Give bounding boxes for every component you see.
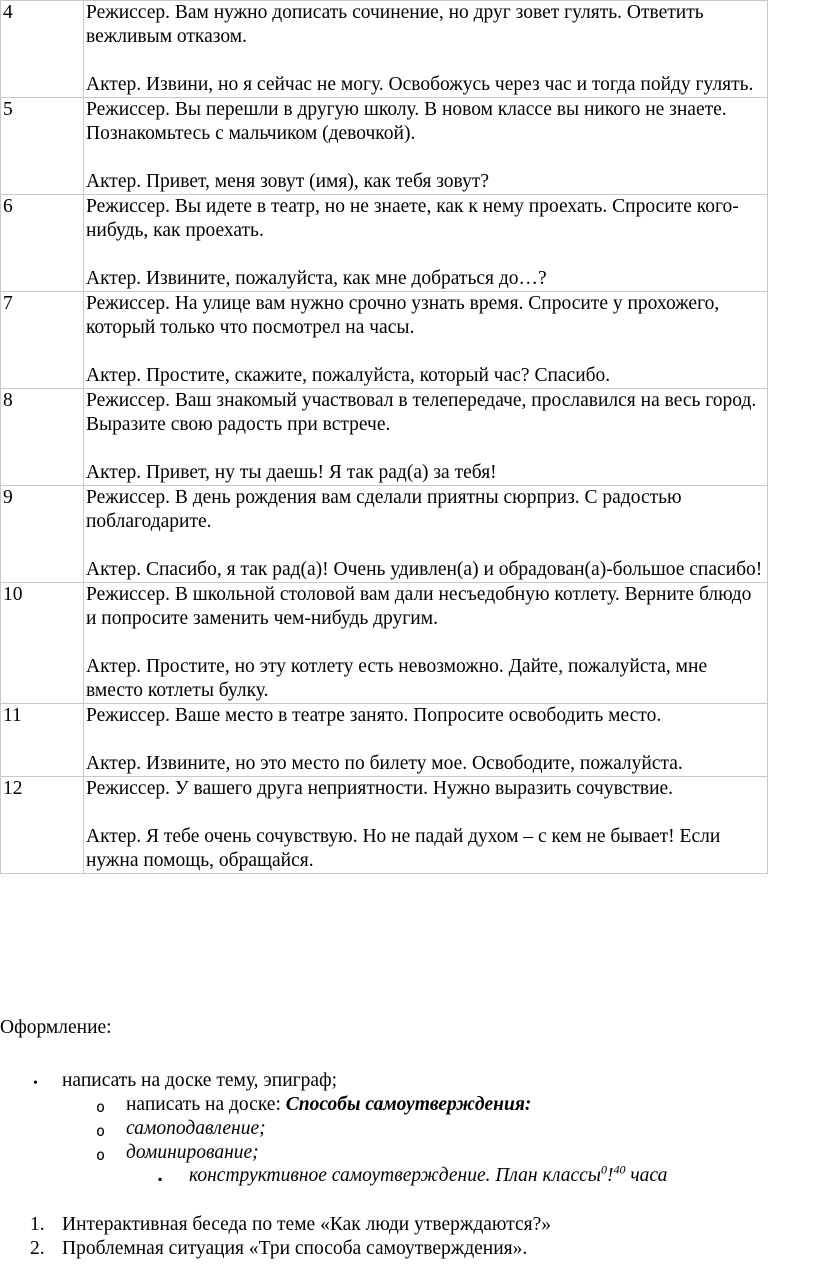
row-number: 11 (1, 704, 84, 777)
table-row (1, 195, 768, 292)
actor-line: Актер. Привет, ну ты даешь! Я так рад(а) за тебя! (86, 462, 497, 483)
list-item (189, 1164, 667, 1188)
superscript: 0 (601, 1162, 607, 1177)
list-item-text: конструктивное самоутверждение. План классы (189, 1165, 601, 1186)
list-number: 2. (30, 1238, 45, 1259)
section-title: Оформление: (0, 1017, 112, 1038)
row-number: 6 (1, 195, 84, 292)
list-item: самоподавление; (126, 1118, 266, 1139)
table-row (1, 1, 768, 98)
table-row (1, 777, 768, 874)
director-line: Режиссер. Вы идете в театр, но не знаете, как к нему проехать. Спросите кого-нибудь, как проехать. (86, 196, 739, 241)
list-item: Проблемная ситуация «Три способа самоутверждения». (62, 1238, 528, 1259)
actor-line: Актер. Простите, но эту котлету есть невозможно. Дайте, пожалуйста, мне вместо котлеты булку. (86, 656, 708, 701)
row-content (84, 292, 768, 389)
list-item-text: часа (625, 1165, 668, 1186)
director-line: Режиссер. У вашего друга неприятности. Нужно выразить сочувствие. (86, 778, 674, 799)
table-row (1, 292, 768, 389)
director-line: Режиссер. Вам нужно дописать сочинение, но друг зовет гулять. Ответить вежливым отказом. (86, 2, 704, 47)
actor-line: Актер. Я тебе очень сочувствую. Но не падай духом – с кем не бывает! Если нужна помощь, обращайся. (86, 826, 721, 871)
list-item: доминирование; (126, 1142, 259, 1163)
row-number: 10 (1, 583, 84, 704)
emphasis-text: Способы самоутверждения: (285, 1094, 532, 1115)
actor-line: Актер. Спасибо, я так рад(а)! Очень удивлен(а) и обрадован(а)-большое спасибо! (86, 559, 763, 580)
list-item-prefix: написать на доске: (126, 1094, 286, 1115)
superscript: 40 (613, 1162, 626, 1177)
list-item (126, 1093, 531, 1117)
row-content (84, 486, 768, 583)
row-content (84, 389, 768, 486)
table-row (1, 486, 768, 583)
director-line: Режиссер. Ваш знакомый участвовал в телепередаче, прославился на весь город. Выразите свою радость при встрече. (86, 390, 757, 435)
row-content (84, 704, 768, 777)
row-content (84, 195, 768, 292)
table-row (1, 389, 768, 486)
sub-bullet-marker: o (96, 1122, 106, 1140)
actor-line: Актер. Извините, пожалуйста, как мне добраться до…? (86, 268, 547, 289)
row-number: 8 (1, 389, 84, 486)
director-line: Режиссер. На улице вам нужно срочно узнать время. Спросите у прохожего, который только что посмотрел на часы. (86, 293, 720, 338)
table-row (1, 704, 768, 777)
row-content (84, 1, 768, 98)
actor-line: Актер. Простите, скажите, пожалуйста, который час? Спасибо. (86, 365, 611, 386)
director-line: Режиссер. Вы перешли в другую школу. В новом классе вы никого не знаете. Познакомьтесь с мальчиком (девочкой). (86, 99, 727, 144)
actor-line: Актер. Извините, но это место по билету мое. Освободите, пожалуйста. (86, 753, 683, 774)
row-number: 5 (1, 98, 84, 195)
sub-bullet-marker: o (96, 1098, 106, 1116)
row-number: 12 (1, 777, 84, 874)
row-content (84, 98, 768, 195)
sub-bullet-marker: o (96, 1146, 106, 1164)
list-item: Интерактивная беседа по теме «Как люди утверждаются?» (62, 1214, 552, 1235)
table-row (1, 98, 768, 195)
actor-line: Актер. Привет, меня зовут (имя), как тебя зовут? (86, 171, 490, 192)
table-row (1, 583, 768, 704)
row-number: 7 (1, 292, 84, 389)
director-line: Режиссер. В школьной столовой вам дали несъедобную котлету. Верните блюдо и попросите заменить чем-нибудь другим. (86, 584, 752, 629)
director-line: Режиссер. В день рождения вам сделали приятны сюрприз. С радостью поблагодарите. (86, 487, 682, 532)
list-number: 1. (30, 1214, 45, 1235)
row-number: 9 (1, 486, 84, 583)
actor-line: Актер. Извини, но я сейчас не могу. Освобожусь через час и тогда пойду гулять. (86, 74, 754, 95)
list-item: написать на доске тему, эпиграф; (62, 1070, 338, 1091)
row-number: 4 (1, 1, 84, 98)
director-line: Режиссер. Ваше место в театре занято. Попросите освободить место. (86, 705, 662, 726)
list-item-text: ! (607, 1165, 614, 1186)
bullet-marker: • (33, 1076, 38, 1091)
square-bullet-marker: ▪ (158, 1172, 163, 1186)
row-content (84, 583, 768, 704)
row-content (84, 777, 768, 874)
